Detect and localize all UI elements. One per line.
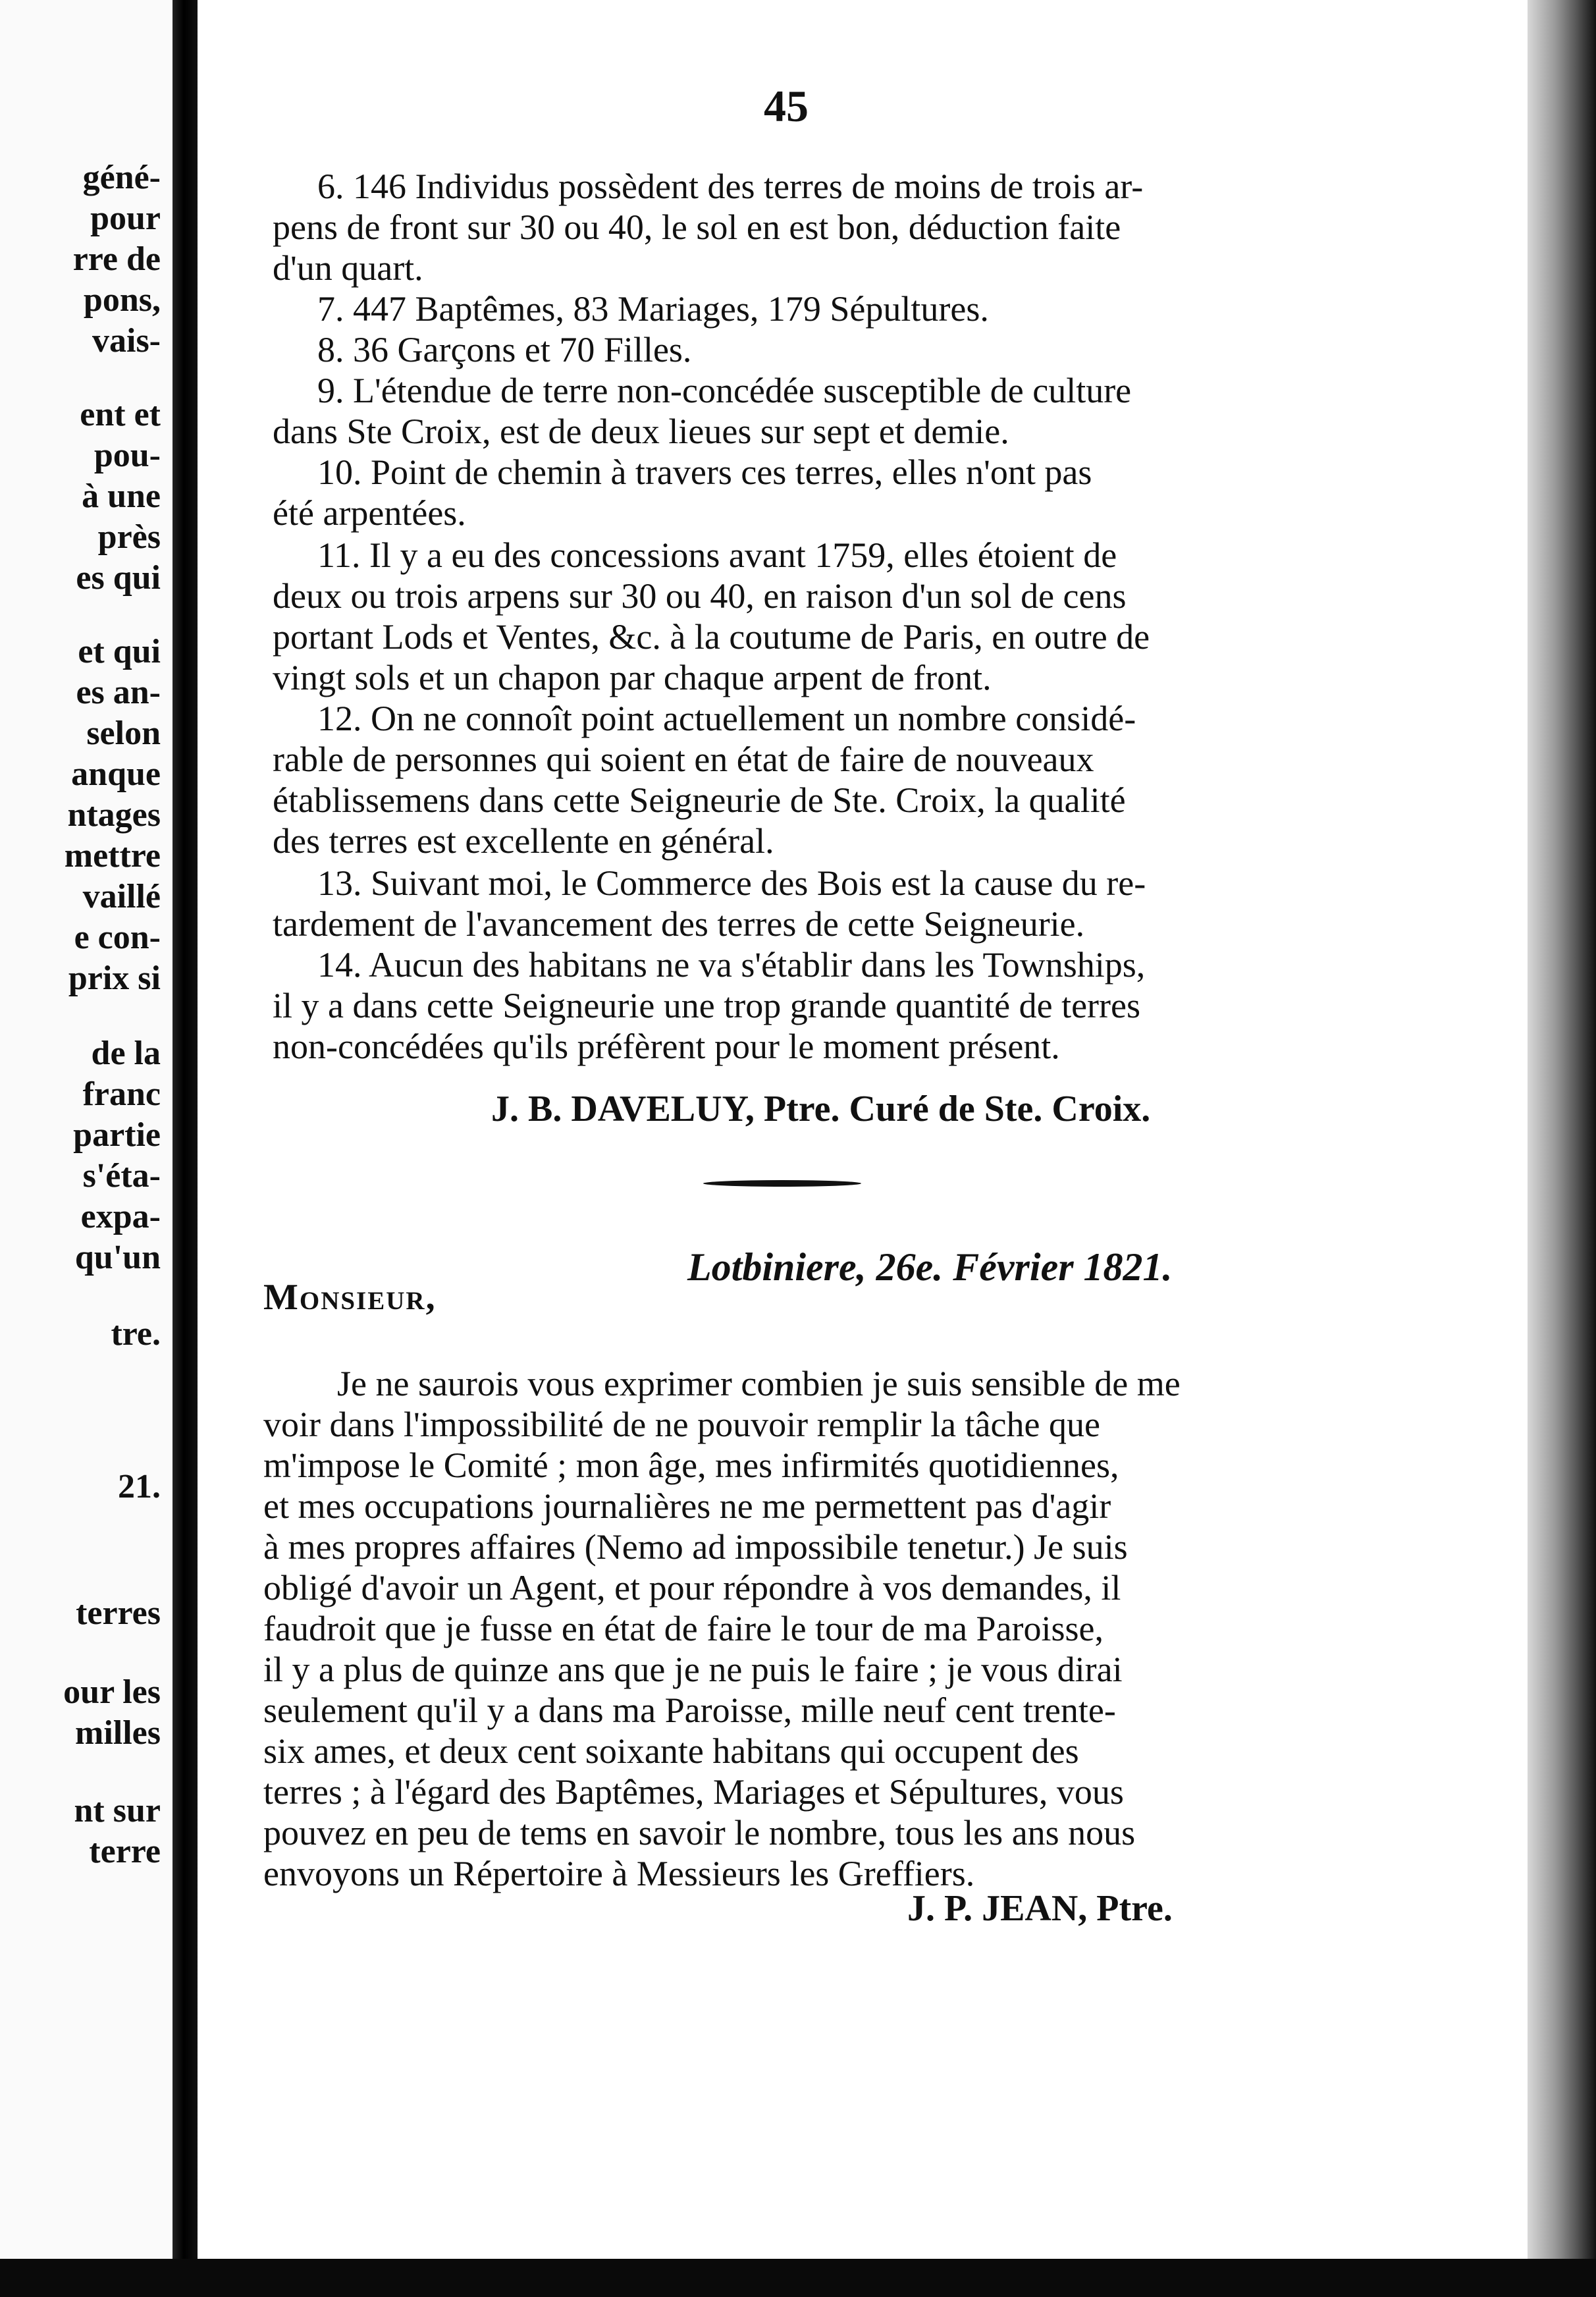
- answer-line: 9. L'étendue de terre non-concédée susceptible de culture: [317, 371, 1132, 410]
- answer-line: d'un quart.: [273, 248, 423, 288]
- left-fragment-line: anque: [71, 755, 161, 793]
- separator-rule: [703, 1180, 861, 1187]
- letter-line: envoyons un Répertoire à Messieurs les Greffiers.: [263, 1854, 975, 1893]
- letter-line: six ames, et deux cent soixante habitans qui occupent des: [263, 1731, 1079, 1771]
- page-edge-stack: [1528, 0, 1596, 2297]
- answer-line: 8. 36 Garçons et 70 Filles.: [317, 330, 692, 369]
- left-fragment-line: pons,: [83, 281, 161, 319]
- left-fragment-line: prix si: [68, 959, 161, 997]
- answer-line: tardement de l'avancement des terres de cette Seigneurie.: [273, 904, 1085, 944]
- left-fragment-line: mettre: [64, 837, 161, 875]
- scan-bottom-border: [0, 2259, 1596, 2297]
- letter-line: Je ne saurois vous exprimer combien je suis sensible de me: [337, 1364, 1181, 1403]
- left-fragment-line: ntages: [67, 796, 161, 834]
- answer-line: été arpentées.: [273, 493, 466, 533]
- letter-line: voir dans l'impossibilité de ne pouvoir remplir la tâche que: [263, 1405, 1100, 1444]
- left-fragment-line: franc: [82, 1075, 161, 1113]
- salutation: Monsieur,: [263, 1277, 437, 1318]
- left-fragment-line: e con-: [74, 919, 161, 956]
- left-fragment-line: de la: [91, 1035, 161, 1072]
- answer-line: 14. Aucun des habitans ne va s'établir dans les Townships,: [317, 945, 1146, 985]
- answer-line: 12. On ne connoît point actuellement un nombre considé-: [317, 699, 1136, 738]
- left-fragment-line: partie: [73, 1116, 161, 1154]
- answer-line: des terres est excellente en général.: [273, 821, 774, 861]
- answer-line: 11. Il y a eu des concessions avant 1759, elles étoient de: [317, 535, 1117, 575]
- left-fragment-line: tre.: [111, 1315, 161, 1353]
- left-fragment-line: pou-: [93, 437, 161, 474]
- answer-line: 6. 146 Individus possèdent des terres de moins de trois ar-: [317, 167, 1144, 206]
- left-fragment-line: s'éta-: [82, 1157, 161, 1195]
- letter-line: m'impose le Comité ; mon âge, mes infirmités quotidiennes,: [263, 1446, 1119, 1485]
- previous-page-fragment: [0, 0, 179, 2297]
- page-number: 45: [764, 81, 809, 131]
- signature-jean: J. P. JEAN, Ptre.: [907, 1888, 1173, 1929]
- letter-line: et mes occupations journalières ne me permettent pas d'agir: [263, 1486, 1111, 1526]
- left-fragment-line: vaillé: [82, 878, 161, 915]
- left-fragment-line: selon: [86, 715, 161, 752]
- letter-line: obligé d'avoir un Agent, et pour répondre à vos demandes, il: [263, 1568, 1121, 1608]
- left-fragment-line: nt sur: [74, 1792, 161, 1829]
- answer-line: établissemens dans cette Seigneurie de Ste. Croix, la qualité: [273, 780, 1126, 820]
- dateline: Lotbiniere, 26e. Février 1821.: [687, 1245, 1173, 1289]
- left-fragment-line: et qui: [78, 633, 161, 670]
- letter-line: pouvez en peu de tems en savoir le nombre, tous les ans nous: [263, 1813, 1136, 1852]
- letter-line: il y a plus de quinze ans que je ne puis le faire ; je vous dirai: [263, 1650, 1123, 1689]
- answer-line: il y a dans cette Seigneurie une trop grande quantité de terres: [273, 986, 1140, 1025]
- answer-line: dans Ste Croix, est de deux lieues sur sept et demie.: [273, 412, 1009, 451]
- letter-line: à mes propres affaires (Nemo ad impossibile tenetur.) Je suis: [263, 1527, 1128, 1567]
- answer-line: 7. 447 Baptêmes, 83 Mariages, 179 Sépultures.: [317, 289, 989, 329]
- signature-daveluy: J. B. DAVELUY, Ptre. Curé de Ste. Croix.: [491, 1089, 1151, 1129]
- letter-line: faudroit que je fusse en état de faire le tour de ma Paroisse,: [263, 1609, 1104, 1648]
- left-fragment-line: terres: [76, 1594, 161, 1632]
- left-fragment-line: près: [97, 518, 161, 556]
- left-fragment-line: rre de: [72, 240, 161, 278]
- answer-line: pens de front sur 30 ou 40, le sol en est bon, déduction faite: [273, 207, 1121, 247]
- left-fragment-line: pour: [90, 200, 161, 237]
- left-fragment-line: terre: [89, 1833, 161, 1870]
- answer-line: portant Lods et Ventes, &c. à la coutume de Paris, en outre de: [273, 617, 1150, 657]
- answer-line: deux ou trois arpens sur 30 ou 40, en raison d'un sol de cens: [273, 576, 1127, 616]
- left-fragment-line: milles: [75, 1714, 161, 1752]
- letter-line: seulement qu'il y a dans ma Paroisse, mille neuf cent trente-: [263, 1690, 1116, 1730]
- left-fragment-line: expa-: [80, 1198, 161, 1235]
- answer-line: vingt sols et un chapon par chaque arpent de front.: [273, 658, 992, 697]
- left-fragment-line: 21.: [118, 1468, 161, 1505]
- left-fragment-line: qu'un: [74, 1239, 161, 1276]
- left-fragment-line: géné-: [82, 159, 161, 196]
- answer-line: 13. Suivant moi, le Commerce des Bois est la cause du re-: [317, 863, 1146, 903]
- left-fragment-line: es qui: [76, 559, 161, 597]
- answer-line: non-concédées qu'ils préfèrent pour le moment présent.: [273, 1027, 1060, 1066]
- left-fragment-line: à une: [82, 477, 161, 515]
- left-fragment-line: our les: [63, 1673, 161, 1711]
- left-fragment-line: es an-: [76, 674, 161, 711]
- answer-line: 10. Point de chemin à travers ces terres, elles n'ont pas: [317, 452, 1092, 492]
- book-gutter: [173, 0, 198, 2297]
- left-fragment-line: vais-: [92, 322, 161, 360]
- answer-line: rable de personnes qui soient en état de faire de nouveaux: [273, 740, 1094, 779]
- left-fragment-line: ent et: [80, 396, 161, 433]
- letter-line: terres ; à l'égard des Baptêmes, Mariages et Sépultures, vous: [263, 1772, 1124, 1812]
